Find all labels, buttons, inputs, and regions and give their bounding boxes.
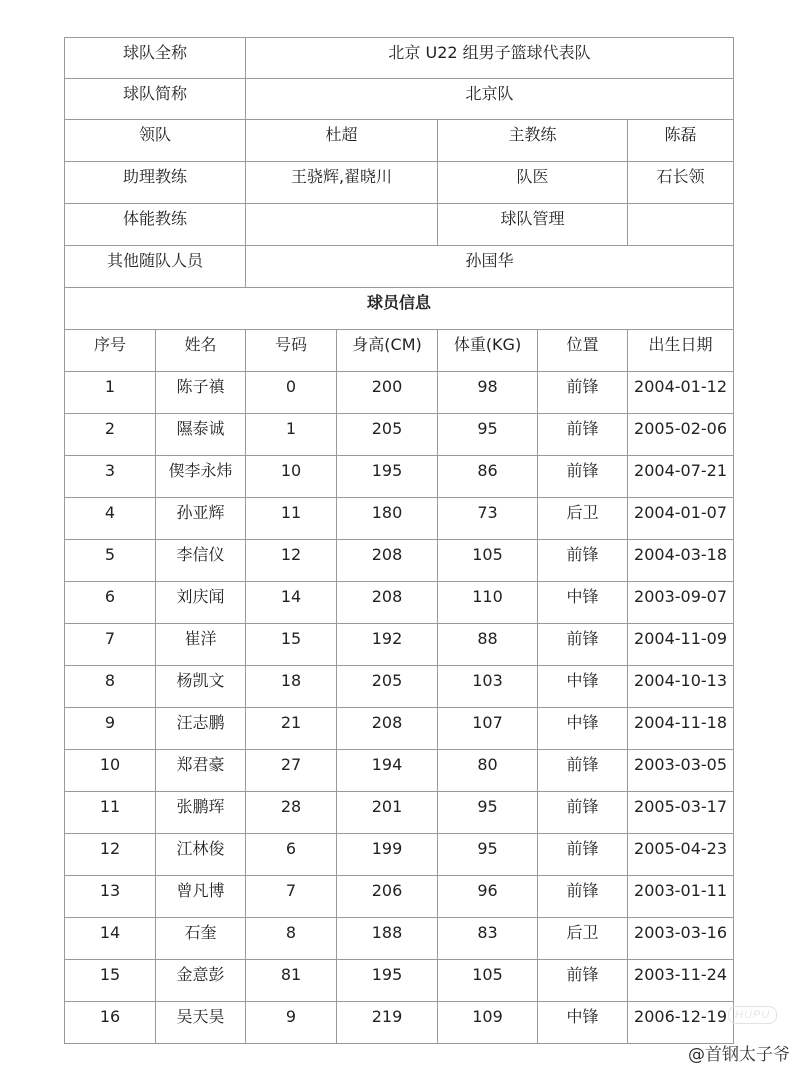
player-col-name: 江林俊 bbox=[156, 834, 246, 876]
head-coach-label: 主教练 bbox=[438, 120, 628, 162]
player-col-number: 11 bbox=[246, 498, 337, 540]
player-col-height: 194 bbox=[337, 750, 438, 792]
player-col-weight: 107 bbox=[438, 708, 538, 750]
player-col-position: 中锋 bbox=[538, 582, 628, 624]
player-col-name: 吴天昊 bbox=[156, 1002, 246, 1044]
team-short-name-row bbox=[65, 79, 734, 120]
roster-table bbox=[64, 37, 734, 1044]
player-col-birthdate: 2003-03-16 bbox=[628, 918, 734, 960]
player-col-index: 1 bbox=[65, 372, 156, 414]
player-col-name: 张鹏珲 bbox=[156, 792, 246, 834]
player-col-position: 前锋 bbox=[538, 792, 628, 834]
head-coach-value: 陈磊 bbox=[628, 120, 734, 162]
player-col-birthdate: 2003-01-11 bbox=[628, 876, 734, 918]
player-col-weight: 103 bbox=[438, 666, 538, 708]
assistant-row bbox=[65, 162, 734, 204]
player-col-number: 0 bbox=[246, 372, 337, 414]
player-col-number: 7 bbox=[246, 876, 337, 918]
player-col-birthdate: 2004-11-09 bbox=[628, 624, 734, 666]
player-col-weight: 88 bbox=[438, 624, 538, 666]
player-col-weight: 95 bbox=[438, 834, 538, 876]
player-col-index: 11 bbox=[65, 792, 156, 834]
player-col-height: 208 bbox=[337, 582, 438, 624]
player-col-number: 1 bbox=[246, 414, 337, 456]
player-col-birthdate: 2006-12-19 bbox=[628, 1002, 734, 1044]
player-col-height: 192 bbox=[337, 624, 438, 666]
player-col-position: 前锋 bbox=[538, 960, 628, 1002]
player-col-name: 偰李永炜 bbox=[156, 456, 246, 498]
player-col-position: 前锋 bbox=[538, 414, 628, 456]
player-col-name: 杨凯文 bbox=[156, 666, 246, 708]
player-col-index: 15 bbox=[65, 960, 156, 1002]
player-col-position: 后卫 bbox=[538, 498, 628, 540]
player-col-index: 8 bbox=[65, 666, 156, 708]
player-row bbox=[65, 792, 734, 834]
player-col-number: 14 bbox=[246, 582, 337, 624]
player-col-number: 81 bbox=[246, 960, 337, 1002]
player-col-height: 180 bbox=[337, 498, 438, 540]
player-col-number: 10 bbox=[246, 456, 337, 498]
player-row bbox=[65, 1002, 734, 1044]
doctor-value: 石长领 bbox=[628, 162, 734, 204]
player-col-birthdate: 2003-03-05 bbox=[628, 750, 734, 792]
player-col-index: 4 bbox=[65, 498, 156, 540]
team-full-name-row bbox=[65, 38, 734, 79]
player-col-birthdate: 2005-03-17 bbox=[628, 792, 734, 834]
player-row bbox=[65, 414, 734, 456]
player-col-height: 208 bbox=[337, 540, 438, 582]
player-col-number: 21 bbox=[246, 708, 337, 750]
player-col-weight: 95 bbox=[438, 414, 538, 456]
player-col-height: 195 bbox=[337, 456, 438, 498]
player-col-name: 孙亚辉 bbox=[156, 498, 246, 540]
player-col-number: 18 bbox=[246, 666, 337, 708]
team-short-name: 北京队 bbox=[246, 79, 734, 120]
player-col-name: 崔洋 bbox=[156, 624, 246, 666]
player-row bbox=[65, 750, 734, 792]
player-col-index: 10 bbox=[65, 750, 156, 792]
player-col-birthdate: 2004-10-13 bbox=[628, 666, 734, 708]
player-col-height: 206 bbox=[337, 876, 438, 918]
team-short-name-label: 球队简称 bbox=[65, 79, 246, 120]
player-col-name: 陈子禛 bbox=[156, 372, 246, 414]
manager-label: 球队管理 bbox=[438, 204, 628, 246]
player-col-name: 刘庆闻 bbox=[156, 582, 246, 624]
player-col-weight: 105 bbox=[438, 540, 538, 582]
player-col-weight: 73 bbox=[438, 498, 538, 540]
player-col-height: 195 bbox=[337, 960, 438, 1002]
player-col-birthdate: 2003-09-07 bbox=[628, 582, 734, 624]
header-col-number: 号码 bbox=[246, 330, 337, 372]
leader-label: 领队 bbox=[65, 120, 246, 162]
player-row bbox=[65, 918, 734, 960]
player-col-name: 金意彭 bbox=[156, 960, 246, 1002]
player-col-position: 中锋 bbox=[538, 1002, 628, 1044]
player-col-index: 7 bbox=[65, 624, 156, 666]
player-col-number: 28 bbox=[246, 792, 337, 834]
player-row bbox=[65, 456, 734, 498]
player-row bbox=[65, 540, 734, 582]
player-col-weight: 80 bbox=[438, 750, 538, 792]
player-row bbox=[65, 708, 734, 750]
player-col-height: 201 bbox=[337, 792, 438, 834]
team-full-name: 北京 U22 组男子篮球代表队 bbox=[246, 38, 734, 79]
player-row bbox=[65, 876, 734, 918]
assistant-value: 王骁辉,翟晓川 bbox=[246, 162, 438, 204]
player-row bbox=[65, 666, 734, 708]
player-col-height: 199 bbox=[337, 834, 438, 876]
player-col-index: 9 bbox=[65, 708, 156, 750]
player-col-position: 前锋 bbox=[538, 876, 628, 918]
player-col-index: 2 bbox=[65, 414, 156, 456]
player-col-name: 郑君豪 bbox=[156, 750, 246, 792]
player-row bbox=[65, 624, 734, 666]
player-col-height: 205 bbox=[337, 666, 438, 708]
player-col-birthdate: 2004-01-07 bbox=[628, 498, 734, 540]
header-col-weight: 体重(KG) bbox=[438, 330, 538, 372]
header-col-height: 身高(CM) bbox=[337, 330, 438, 372]
player-col-name: 石奎 bbox=[156, 918, 246, 960]
player-col-position: 前锋 bbox=[538, 834, 628, 876]
player-col-birthdate: 2004-01-12 bbox=[628, 372, 734, 414]
hupu-watermark: HUPU bbox=[728, 1006, 777, 1024]
player-col-position: 中锋 bbox=[538, 708, 628, 750]
player-row bbox=[65, 960, 734, 1002]
player-col-birthdate: 2004-03-18 bbox=[628, 540, 734, 582]
player-col-name: 李信仪 bbox=[156, 540, 246, 582]
player-col-weight: 98 bbox=[438, 372, 538, 414]
player-col-position: 中锋 bbox=[538, 666, 628, 708]
player-col-number: 12 bbox=[246, 540, 337, 582]
player-col-number: 27 bbox=[246, 750, 337, 792]
player-col-position: 前锋 bbox=[538, 540, 628, 582]
fitness-row bbox=[65, 204, 734, 246]
author-signature: @首钢太子爷 bbox=[688, 1045, 790, 1065]
player-col-birthdate: 2004-07-21 bbox=[628, 456, 734, 498]
player-col-height: 208 bbox=[337, 708, 438, 750]
player-col-birthdate: 2004-11-18 bbox=[628, 708, 734, 750]
player-col-index: 14 bbox=[65, 918, 156, 960]
leader-row bbox=[65, 120, 734, 162]
team-full-name-label: 球队全称 bbox=[65, 38, 246, 79]
player-col-weight: 95 bbox=[438, 792, 538, 834]
column-header-row bbox=[65, 330, 734, 372]
header-col-position: 位置 bbox=[538, 330, 628, 372]
player-col-height: 219 bbox=[337, 1002, 438, 1044]
player-col-number: 6 bbox=[246, 834, 337, 876]
player-col-position: 后卫 bbox=[538, 918, 628, 960]
player-col-weight: 83 bbox=[438, 918, 538, 960]
section-row bbox=[65, 288, 734, 330]
player-row bbox=[65, 582, 734, 624]
player-col-weight: 110 bbox=[438, 582, 538, 624]
leader-value: 杜超 bbox=[246, 120, 438, 162]
section-title: 球员信息 bbox=[65, 288, 734, 330]
manager-value bbox=[628, 204, 734, 246]
player-col-birthdate: 2005-02-06 bbox=[628, 414, 734, 456]
player-col-index: 3 bbox=[65, 456, 156, 498]
player-col-position: 前锋 bbox=[538, 624, 628, 666]
player-col-position: 前锋 bbox=[538, 372, 628, 414]
player-col-weight: 109 bbox=[438, 1002, 538, 1044]
player-row bbox=[65, 498, 734, 540]
header-col-birthdate: 出生日期 bbox=[628, 330, 734, 372]
player-col-height: 188 bbox=[337, 918, 438, 960]
header-col-index: 序号 bbox=[65, 330, 156, 372]
player-col-name: 汪志鹏 bbox=[156, 708, 246, 750]
others-label: 其他随队人员 bbox=[65, 246, 246, 288]
player-col-index: 5 bbox=[65, 540, 156, 582]
player-col-index: 13 bbox=[65, 876, 156, 918]
player-col-weight: 86 bbox=[438, 456, 538, 498]
player-col-index: 6 bbox=[65, 582, 156, 624]
fitness-value bbox=[246, 204, 438, 246]
doctor-label: 队医 bbox=[438, 162, 628, 204]
player-col-weight: 105 bbox=[438, 960, 538, 1002]
player-col-position: 前锋 bbox=[538, 456, 628, 498]
assistant-label: 助理教练 bbox=[65, 162, 246, 204]
others-value: 孙国华 bbox=[246, 246, 734, 288]
player-col-number: 8 bbox=[246, 918, 337, 960]
player-col-height: 200 bbox=[337, 372, 438, 414]
player-col-name: 曾凡博 bbox=[156, 876, 246, 918]
player-row bbox=[65, 834, 734, 876]
player-col-position: 前锋 bbox=[538, 750, 628, 792]
player-col-birthdate: 2005-04-23 bbox=[628, 834, 734, 876]
fitness-label: 体能教练 bbox=[65, 204, 246, 246]
player-col-index: 12 bbox=[65, 834, 156, 876]
player-col-number: 9 bbox=[246, 1002, 337, 1044]
player-col-height: 205 bbox=[337, 414, 438, 456]
header-col-name: 姓名 bbox=[156, 330, 246, 372]
others-row bbox=[65, 246, 734, 288]
player-row bbox=[65, 372, 734, 414]
player-col-index: 16 bbox=[65, 1002, 156, 1044]
player-col-name: 隰泰诚 bbox=[156, 414, 246, 456]
player-col-birthdate: 2003-11-24 bbox=[628, 960, 734, 1002]
player-col-weight: 96 bbox=[438, 876, 538, 918]
player-col-number: 15 bbox=[246, 624, 337, 666]
